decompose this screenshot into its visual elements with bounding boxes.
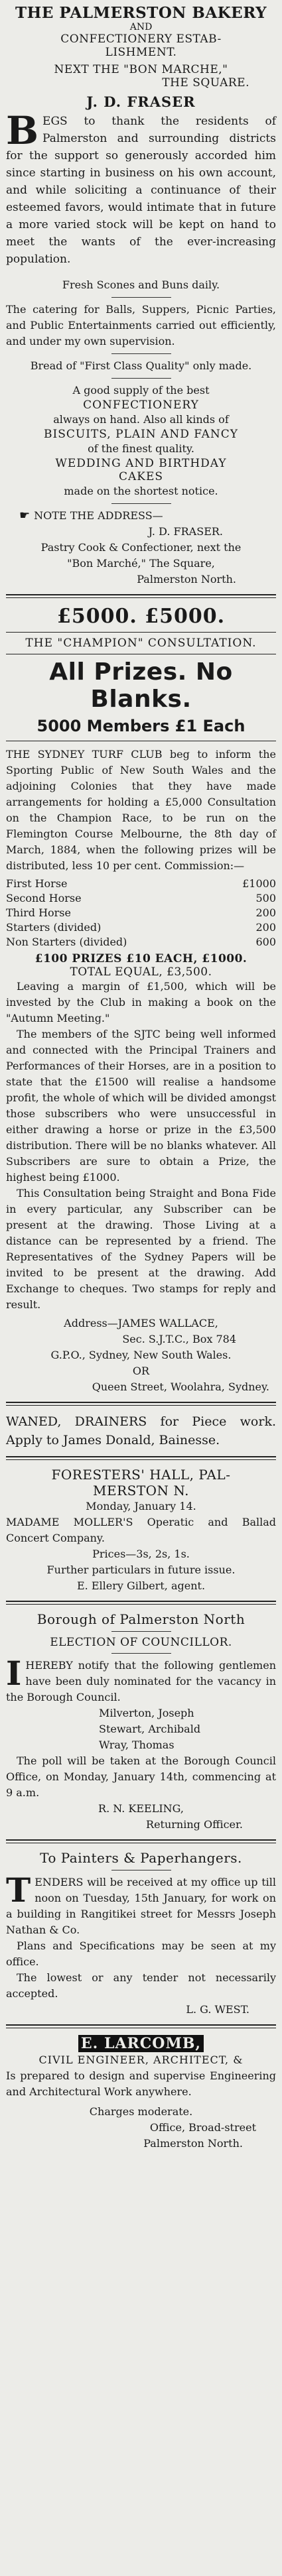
larcomb-title: CIVIL ENGINEER, ARCHITECT, & (38, 2054, 244, 2066)
larcomb-body: Is prepared to design and supervise Engineering and Architectural Work anywhere. (6, 2069, 276, 2098)
prize-value: 200 (255, 906, 276, 919)
bakery-bread: Bread of "First Class Quality" only made. (30, 359, 252, 372)
painters-plans: Plans and Specifications may be seen at my office. (6, 1939, 276, 1968)
champion-prizes: All Prizes. No Blanks. (49, 658, 233, 713)
bakery-lish: LISHMENT. (105, 46, 177, 59)
bakery-title: THE PALMERSTON BAKERY (15, 4, 267, 22)
foresters-title: FORESTERS' HALL, PAL- (51, 1467, 231, 1483)
wanted-text: WANED, DRAINERS for Piece work. Apply to James Donald, Bainesse. (6, 1414, 276, 1447)
prize-row (6, 891, 276, 906)
larcomb-ad (6, 2035, 276, 2152)
election-ad (6, 1611, 276, 1833)
larcomb-charges: Charges moderate. (89, 2105, 193, 2118)
champion-addr2: Sec. S.J.T.C., Box 784 (122, 1333, 236, 1345)
pointing-hand-icon: ☛ (19, 509, 31, 522)
champion-addr-label: Address—JAMES WALLACE, (64, 1317, 218, 1329)
bakery-catering: The catering for Balls, Suppers, Picnic Parties, and Public Entertainments carried out efficiently, and under my own supervision. (6, 303, 276, 347)
champion-hundred: £100 PRIZES £10 EACH, £1000. (35, 952, 247, 965)
prize-value: 200 (255, 921, 276, 934)
bakery-sig: J. D. FRASER. (148, 525, 223, 538)
bakery-notice: made on the shortest notice. (64, 485, 218, 497)
champion-body2: The members of the SJTC being well informed and connected with the Principal Trainers and Performances of their Horses, are in a position to state that the £1500 will realise a handsome profit, the whole of which will be divided amongst those subscribers who were unsuccessful in either drawing a horse or prize in the £3,500 distribution. There will be no blanks whatever. All Subscribers are sure to obtain a Prize, the highest being £1000. (6, 1028, 276, 1184)
prize-value: 600 (255, 936, 276, 948)
champion-title: THE "CHAMPION" CONSULTATION. (25, 637, 257, 650)
foresters-title2: MERSTON N. (92, 1483, 189, 1499)
larcomb-town: Palmerston North. (143, 2137, 243, 2150)
wanted-ad (6, 1412, 276, 1449)
election-poll: The poll will be taken at the Borough Council Office, on Monday, January 14th, commencing at 9 a.m. (6, 1754, 276, 1799)
foresters-agent: E. Ellery Gilbert, agent. (76, 1579, 206, 1592)
bakery-dropcap: B (6, 108, 39, 153)
champion-body3: This Consultation being Straight and Bona Fide in every particular, any Subscriber can be present at the drawing. Those Living at a distance can be represented by a friend. The Representatives of the Sydney Papers will be invited to be present at the drawing. Add Exchange to cheques. Two stamps for reply and result. (6, 1187, 276, 1311)
prize-value: 500 (255, 892, 276, 904)
painters-sig: L. G. WEST. (186, 2003, 249, 2016)
bakery-body: BEGS to thank the residents of Palmerston and surrounding districts for the support so generously accorded him since starting in business on his own account, and while soliciting a continuance of their esteemed favors, would intimate that in future a more varied stock will be kept on hand to meet the wants of the ever-increasing population. (6, 108, 276, 266)
bakery-good-supply: A good supply of the best (72, 384, 210, 397)
election-officer-title: Returning Officer. (146, 1818, 243, 1831)
bakery-conf: CONFECTIONERY ESTAB- (60, 32, 222, 46)
bakery-finest: of the finest quality. (88, 442, 194, 455)
bakery-proprietor: J. D. FRASER (86, 93, 196, 110)
larcomb-name-wrap (6, 2035, 276, 2052)
prize-row (6, 920, 276, 935)
bakery-confectionery: CONFECTIONERY (83, 399, 199, 412)
prize-label: Non Starters (divided) (6, 936, 127, 948)
foresters-body: MADAME MOLLER'S Operatic and Ballad Concert Company. (6, 1516, 276, 1544)
candidate-name: Milverton, Joseph (99, 1707, 194, 1719)
prize-label: First Horse (6, 877, 68, 890)
painters-ad (6, 1850, 276, 2018)
prize-label: Second Horse (6, 892, 82, 904)
bakery-biscuits: BISCUITS, PLAIN AND FANCY (44, 428, 238, 441)
bakery-wedding: WEDDING AND BIRTHDAY (55, 457, 227, 470)
bakery-addr2: "Bon Marché," The Square, (67, 557, 215, 570)
foresters-date: Monday, January 14. (86, 1500, 196, 1512)
candidate-name: Wray, Thomas (99, 1739, 175, 1751)
prize-row (6, 935, 276, 950)
bakery-and: AND (129, 22, 153, 32)
bakery-scones: Fresh Scones and Buns daily. (62, 278, 220, 291)
election-dropcap: I (6, 1654, 22, 1693)
bakery-note: ☛ NOTE THE ADDRESS— (19, 509, 163, 522)
larcomb-office: Office, Broad-street (149, 2121, 256, 2134)
painters-lowest: The lowest or any tender not necessarily accepted. (6, 1971, 276, 2000)
foresters-prices: Prices—3s, 2s, 1s. (92, 1548, 190, 1560)
champion-amount: £5000. £5000. (56, 605, 226, 628)
prize-list (6, 877, 276, 950)
election-borough: Borough of Palmerston North (36, 1611, 246, 1627)
bakery-square: THE SQUARE. (162, 76, 249, 90)
painters-dropcap: T (6, 1871, 31, 1910)
champion-addr3: G.P.O., Sydney, New South Wales. (50, 1349, 232, 1361)
champion-ad (6, 605, 276, 1395)
bakery-always: always on hand. Also all kinds of (53, 413, 229, 426)
prize-row (6, 906, 276, 920)
larcomb-name: E. LARCOMB, (78, 2035, 204, 2052)
prize-label: Starters (divided) (6, 921, 102, 934)
prize-value: £1000 (242, 877, 276, 890)
champion-addr4: Queen Street, Woolahra, Sydney. (92, 1380, 269, 1393)
champion-or: OR (132, 1365, 150, 1377)
candidate-list (6, 1705, 276, 1753)
candidate-name: Stewart, Archibald (99, 1723, 201, 1735)
painters-title: To Painters & Paperhangers. (40, 1850, 242, 1866)
champion-members: 5000 Members £1 Each (36, 717, 246, 735)
champion-body1: Leaving a margin of £1,500, which will be invested by the Club in making a book on the "Autumn Meeting." (6, 980, 276, 1024)
bakery-ad (6, 4, 276, 587)
painters-body: TENDERS will be received at my office up till noon on Tuesday, 15th January, for work on a building in Rangitikei street for Messrs Joseph Nathan & Co. (6, 1871, 276, 1936)
election-officer: R. N. KEELING, (98, 1802, 184, 1815)
prize-row (6, 877, 276, 891)
bakery-addr3: Palmerston North. (137, 573, 236, 585)
bakery-cakes: CAKES (118, 470, 164, 483)
foresters-further: Further particulars in future issue. (46, 1564, 236, 1576)
foresters-ad (6, 1467, 276, 1594)
champion-intro: THE SYDNEY TURF CLUB beg to inform the Sporting Public of New South Wales and the adjoining Colonies that they have made arrangements for holding a £5,000 Consultation on the Champion Race, to be run on the Flemington Course Melbourne, the 8th day of March, 1884, when the following prizes will be distributed, less 10 per cent. Commission:— (6, 748, 276, 872)
bakery-addr1: Pastry Cook & Confectioner, next the (40, 541, 242, 554)
election-title: ELECTION OF COUNCILLOR. (50, 1636, 232, 1649)
champion-total: TOTAL EQUAL, £3,500. (70, 965, 212, 979)
bakery-next: NEXT THE "BON MARCHE," (54, 63, 228, 76)
prize-label: Third Horse (6, 906, 71, 919)
election-body: IHEREBY notify that the following gentlemen have been duly nominated for the vacancy in the Borough Council. (6, 1654, 276, 1703)
